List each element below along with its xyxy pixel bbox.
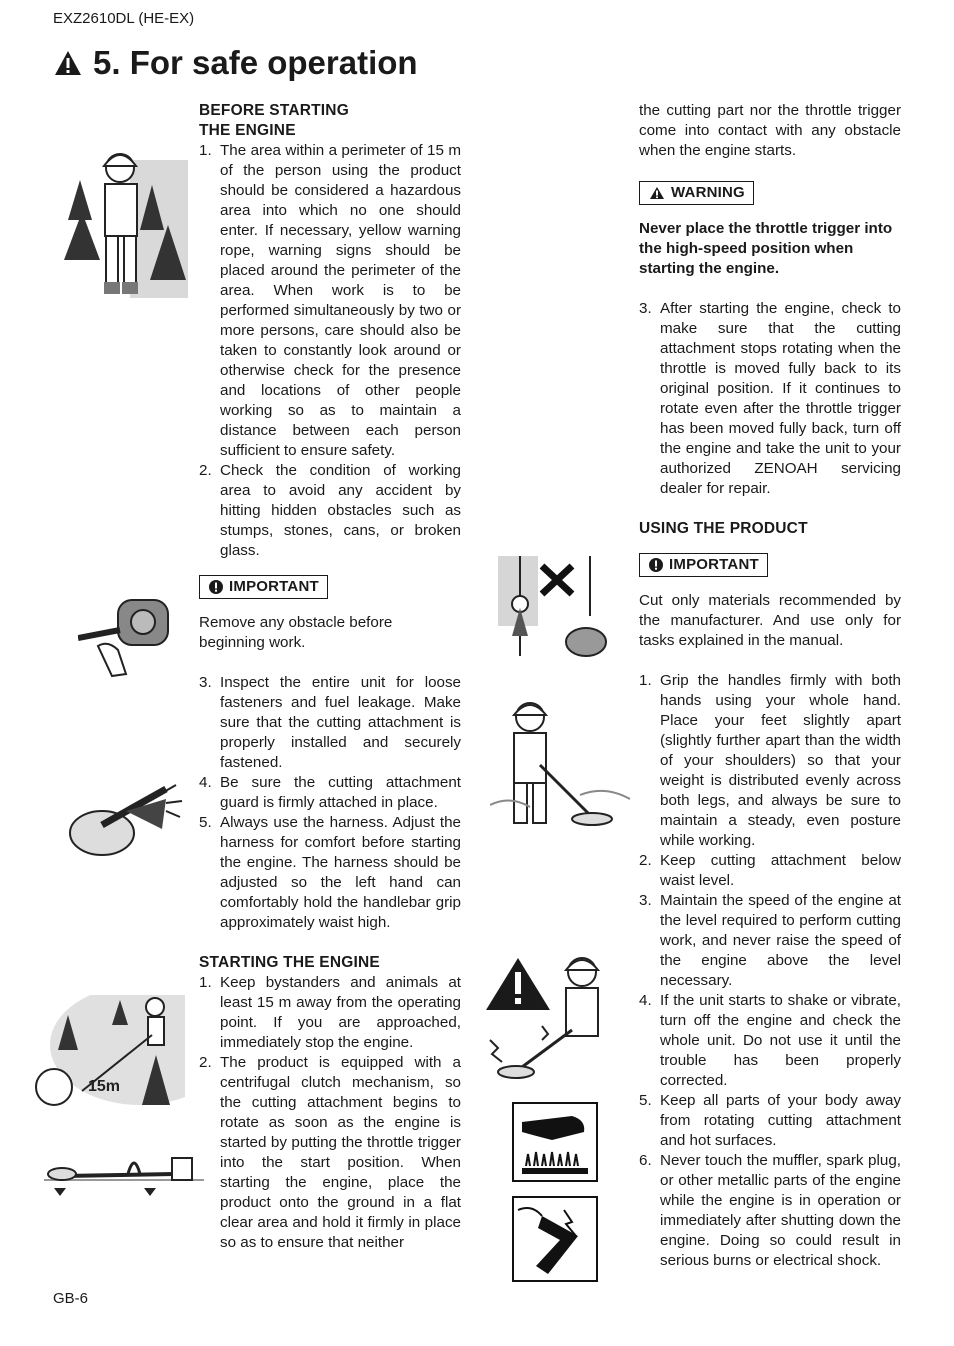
page-title-text: 5. For safe operation xyxy=(93,44,418,81)
vibration-warning-illustration xyxy=(482,950,632,1082)
before-starting-list-1 xyxy=(199,141,461,561)
cutting-guard-illustration xyxy=(66,775,186,865)
before-starting-list-2 xyxy=(199,673,461,933)
list-item: 3. Inspect the entire unit for loose fasteners and fuel leakage. Make sure that the cutting attachment is properly installed and securely fastened. xyxy=(199,674,461,771)
list-item: 1. Grip the handles firmly with both hands using your whole hand. Place your feet slightly apart (slightly further apart than the width of your shoulders) so that your weight is distributed evenly across both legs, and always be sure to maintain a steady, even posture while working. xyxy=(639,672,901,849)
prohibited-materials-illustration xyxy=(498,556,608,661)
trimmer-on-ground-illustration xyxy=(44,1150,204,1198)
important-text: Cut only materials recommended by the manufacturer. And use only for tasks explained in the manual. xyxy=(639,592,901,649)
starting-engine-list xyxy=(199,973,461,1253)
starting-engine-heading: STARTING THE ENGINE xyxy=(199,954,380,971)
list-item: 3. After starting the engine, check to make sure that the cutting attachment stops rotating when the throttle is moved fully back to its original position. If it continues to rotate even after the throttle trigger has been moved fully back, turn off the engine and take the unit to your authorized ZENOAH servicing dealer for repair. xyxy=(639,300,901,497)
continued-text: the cutting part nor the throttle trigger come into contact with any obstacle when the engine starts. xyxy=(639,102,901,159)
warning-text: Never place the throttle trigger into the high-speed position when starting the engine. xyxy=(639,220,893,277)
hot-surface-sign-icon xyxy=(512,1102,598,1182)
list-item: 5. Keep all parts of your body away from rotating cutting attachment and hot surfaces. xyxy=(639,1092,901,1149)
electric-shock-sign-icon xyxy=(512,1196,598,1282)
worker-with-cones-illustration xyxy=(60,140,190,300)
list-item: 5. Always use the harness. Adjust the harness for comfort before starting the engine. The harness should be adjusted so the left hand can comfortably hold the handlebar grip approximately waist high. xyxy=(199,814,461,931)
list-item: 2. Check the condition of working area to avoid any accident by hitting hidden obstacles such as stumps, stones, cans, or broken glass. xyxy=(199,462,461,559)
important-text: Remove any obstacle before beginning work. xyxy=(199,614,393,651)
starting-engine-list-3 xyxy=(639,299,901,499)
list-item: 4. Be sure the cutting attachment guard is firmly attached in place. xyxy=(199,774,461,811)
list-item: 6. Never touch the muffler, spark plug, or other metallic parts of the engine while the engine is in operation or immediately after shutting down the engine. Doing so could result in serious burns or electrical shock. xyxy=(639,1152,901,1269)
page-number: GB-6 xyxy=(53,1290,89,1307)
list-item: 2. The product is equipped with a centrifugal clutch mechanism, so the cutting attachment begins to rotate as soon as the engine is started by putting the throttle trigger into the start position. When starting the engine, place the product onto the ground in a flat clear area and hold it firmly in place so as to ensure that neither xyxy=(199,1054,461,1251)
engine-inspection-illustration xyxy=(78,590,188,680)
operator-stance-illustration xyxy=(490,695,635,835)
list-item: 1. Keep bystanders and animals at least 15 m away from the operating point. If you are approached, immediately stop the engine. xyxy=(199,974,461,1051)
list-item: 3. Maintain the speed of the engine at the level required to perform cutting work, and never raise the speed of the engine above the level necessary. xyxy=(639,892,901,989)
warning-triangle-icon xyxy=(649,186,665,200)
left-column xyxy=(199,101,461,1253)
warning-badge: WARNING xyxy=(639,181,754,205)
important-badge: IMPORTANT xyxy=(199,575,328,599)
list-item: 1. The area within a perimeter of 15 m of the person using the product should be considered a hazardous area into which no one should enter. If necessary, yellow warning rope, warning signs should be placed around the perimeter of the area. When work is to be performed simultaneously by two or more persons, care should also be taken to constantly look around or otherwise check for the presence and locations of other people working so as to maintain a distance between each person sufficient to ensure safety. xyxy=(199,142,461,459)
using-product-list xyxy=(639,671,901,1271)
before-starting-heading: BEFORE STARTING THE ENGINE xyxy=(199,102,349,139)
warning-triangle-icon xyxy=(53,49,83,77)
exclamation-circle-icon xyxy=(649,558,663,572)
using-product-heading: USING THE PRODUCT xyxy=(639,520,808,537)
exclamation-circle-icon xyxy=(209,580,223,594)
list-item: 2. Keep cutting attachment below waist level. xyxy=(639,852,901,889)
model-header: EXZ2610DL (HE-EX) xyxy=(53,10,195,27)
list-item: 4. If the unit starts to shake or vibrate, turn off the engine and check the whole unit. Do not use it until the trouble has been properly corrected. xyxy=(639,992,901,1089)
distance-label: 15m xyxy=(88,1078,121,1095)
right-column xyxy=(639,101,901,1271)
important-badge: IMPORTANT xyxy=(639,553,768,577)
distance-15m-illustration xyxy=(30,995,185,1115)
page-title xyxy=(53,44,418,82)
